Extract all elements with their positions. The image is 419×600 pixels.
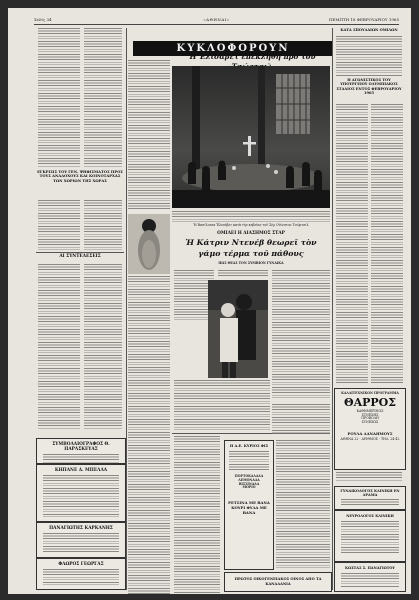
left-text-block-1 bbox=[38, 28, 80, 168]
left-ad-4 bbox=[36, 558, 126, 590]
drinks-foot-1: ΡΕΤΣΙΝΑ ΜΕ ΒΑΝΑ bbox=[228, 500, 270, 506]
left-text-block-6 bbox=[84, 264, 122, 430]
tharros-line-1: ΚΑΘΗΜΕΡΙΝΩΣ bbox=[356, 408, 384, 413]
tharros-ad bbox=[334, 388, 406, 470]
woman-figure bbox=[128, 214, 170, 274]
ad-text bbox=[229, 451, 269, 471]
tharros-line-2: ΣΥΝΕΧΗΣ bbox=[361, 412, 379, 417]
right-ad-3-title: ΚΩΣΤΑΣ Σ. ΠΑΝΑΓΙΩΤΟΥ bbox=[345, 566, 395, 570]
left-ad-1-title: ΣΥΜΒΟΛΑΙΟΓΡΑΦΟΣ Θ. ΠΑΡΑΣΚΕΥΑΣ bbox=[52, 442, 110, 452]
funeral-photo bbox=[172, 66, 330, 208]
center-narrow-text bbox=[128, 60, 170, 210]
drinks-item-3: ΒΙΣΣΙΝΑΔΑ bbox=[238, 481, 260, 486]
drinks-item-2: ΛΕΜΟΝΑΔΑ bbox=[238, 477, 260, 482]
photo-caption: Ἡ Βασίλισσα Ἐλισάβετ κατὰ τὴν κηδείαν τοῦ Σὲρ Οὐίνστον Τσώρτσιλ bbox=[193, 223, 309, 227]
paper-name: «ΑΘΗΝΑΙ» bbox=[203, 17, 230, 22]
left-ad-1 bbox=[36, 438, 126, 464]
right-ad-1 bbox=[334, 486, 406, 510]
ad-text bbox=[43, 569, 119, 585]
page-header bbox=[34, 16, 399, 25]
right-text-1 bbox=[336, 36, 402, 76]
left-headline: ΕΓΚΡΙΣΙΣ ΤΟΥ ΓΕΝ. ΨΗΦΙΣΜΑΤΟΣ ΠΡΟΣ ΤΟΥΣ ΑΝΑΔΟΧΟΥΣ ΚΑΙ ΚΟΙΝΟΤΑΡΧΑΣ ΤΩΝ ΧΩΡΙΩΝ ΤΗΣ ΧΩΡΑΣ bbox=[37, 170, 123, 183]
bottom-center-text-3 bbox=[276, 440, 330, 568]
drinks-item-1: ΠΟΡΤΟΚΑΛΑΔΑ bbox=[234, 474, 264, 478]
tharros-footer: ΡΟΥΛΑ ΔΑΝΑΗΜΟΥΣ bbox=[347, 430, 393, 436]
newspaper-page bbox=[8, 8, 411, 594]
left-text-block-2 bbox=[84, 28, 122, 168]
left-ad-3-title: ΠΑΝΑΓΙΩΤΗΣ ΚΑΡΚΑΝΗΣ bbox=[49, 526, 113, 531]
drinks-ad bbox=[224, 440, 274, 570]
right-ad-2-title: ΝΕΥΡΟΛΟΓΟΣ ΚΛΙΝΙΚΗ bbox=[346, 514, 394, 518]
left-ad-4-title: ΦΛΩΡΟΣ ΓΕΩΡΓΑΣ bbox=[58, 562, 104, 567]
wine-ad-text: ΠΡΩΤΟΣ ΟΙΚΟΓΕΝΕΙΑΚΟΣ ΟΙΝΟΣ ΑΠΟ ΤΑ ΚΑΝΑΔΑΝΙΑ bbox=[234, 577, 322, 586]
right-ad-1-title: ΓΥΝΑΙΚΟΛΟΓΟΣ ΚΛΙΝΙΚΗ ΕΝ ΔΡΑΜΑ bbox=[340, 489, 400, 497]
bottom-center-text-2 bbox=[272, 404, 330, 434]
second-headline: Ἡ Κάτριν Ντενέβ θεωρεῖ τὸν γάμο τέρμα τοῦ πάθους bbox=[185, 238, 317, 258]
drinks-ad-title: Η Α.Ε. ΚΥΡΙΟΣ ΦΙΣ bbox=[229, 444, 269, 448]
ad-text bbox=[341, 573, 399, 587]
second-subheadline: ΠΩΣ ΘΕΑΣ ΤΟΝ ΣΥΜΒΙΟΝ ΓΥΝΑΙΚΑ bbox=[218, 261, 284, 265]
bottom-center-text-1 bbox=[174, 436, 220, 594]
cathedral-scene bbox=[172, 66, 330, 208]
column-rule bbox=[332, 28, 333, 590]
right-subheadline: Η ΑΓΩΝΙΣΤΙΚΟΣ ΤΟΥ ΥΠΟΥΡΓΕΙΟΥ ΟΛΥΜΠΙΑΚΟΣ ΣΤΑΔΙΟΣ ΕΝΤΟΣ ΦΕΒΡΟΥΑΡΙΟΥ 1965 bbox=[336, 78, 402, 96]
couple-figures bbox=[208, 280, 268, 378]
tharros-small: ΚΑΛΛΙΤΕΧΝΙΚΟΝ ΠΡΟΓΡΑΜΜΑ bbox=[341, 391, 399, 395]
second-story-text-2 bbox=[218, 270, 268, 278]
ad-text bbox=[43, 454, 119, 464]
date-line: ΠΕΜΠΤΗ 18 ΦΕΒΡΟΥΑΡΙΟΥ 1965 bbox=[328, 17, 399, 22]
left-ad-3 bbox=[36, 522, 126, 558]
right-ad-3 bbox=[334, 562, 406, 592]
ad-text bbox=[341, 521, 399, 555]
right-headline: ΚΑΤΑ ΣΠΟΥΔΑΙΩΝ ΟΜΙΛΩΝ bbox=[340, 28, 398, 32]
right-text-4 bbox=[336, 472, 402, 482]
second-story-text-3 bbox=[272, 270, 330, 400]
left-text-block-4 bbox=[84, 200, 122, 250]
left-ad-2 bbox=[36, 464, 126, 522]
rule bbox=[36, 252, 124, 253]
main-headline: Ἡ Ἐλισάβετ ἐπεκλῆθη πρὸ τοῦ bbox=[188, 52, 316, 61]
right-text-2 bbox=[336, 104, 368, 384]
drinks-foot-2: ΚΟΥΡΙ ΦΥΛΑ ΜΕ ΒΑΝΑ bbox=[231, 505, 267, 516]
photo-caption-lines bbox=[172, 211, 330, 223]
page-number: Σελίς 34 bbox=[34, 17, 52, 22]
portrait-photo bbox=[128, 214, 170, 274]
center-narrow-text-2 bbox=[128, 276, 170, 596]
column-rule bbox=[126, 28, 127, 590]
left-text-block-5 bbox=[38, 264, 80, 430]
deneuve-photo bbox=[208, 280, 268, 378]
left-text-block-3 bbox=[38, 200, 80, 250]
ad-text bbox=[43, 475, 119, 517]
ad-text bbox=[341, 499, 399, 507]
ad-text bbox=[43, 533, 119, 553]
tharros-name: ΘΑΡΡΟΣ bbox=[343, 395, 397, 409]
kykloforoun-banner: ΚΥΚΛΟΦΟΡΟΥΝ bbox=[133, 41, 333, 56]
second-story-text-4 bbox=[174, 380, 270, 430]
second-kicker: ΟΜΙΛΕΙ Η ΔΙΑΣΗΜΟΣ ΣΤΑΡ bbox=[217, 231, 285, 236]
tharros-line-4: ΣΥΝΕΧΩΣ bbox=[361, 420, 379, 425]
left-ad-2-title: ΚΗΠΑΝΕ Δ. ΜΠΕΛΛΑ bbox=[54, 468, 108, 473]
section-heading: ΑΙ ΣΥΝΤΕΛΕΣΕΙΣ bbox=[59, 254, 101, 259]
drinks-item-4: ΜΟΡΙΟ bbox=[242, 485, 256, 490]
right-text-3 bbox=[371, 104, 403, 384]
right-ad-2 bbox=[334, 510, 406, 562]
tharros-address: ΑΘΗΝΑ 22 - ΑΡΙΘΜΟΣ - ΤΗΛ. 24-42 bbox=[340, 436, 400, 441]
wine-ad bbox=[224, 572, 332, 592]
tharros-line-3: ΠΡΟΒΟΛΗ bbox=[361, 416, 379, 421]
